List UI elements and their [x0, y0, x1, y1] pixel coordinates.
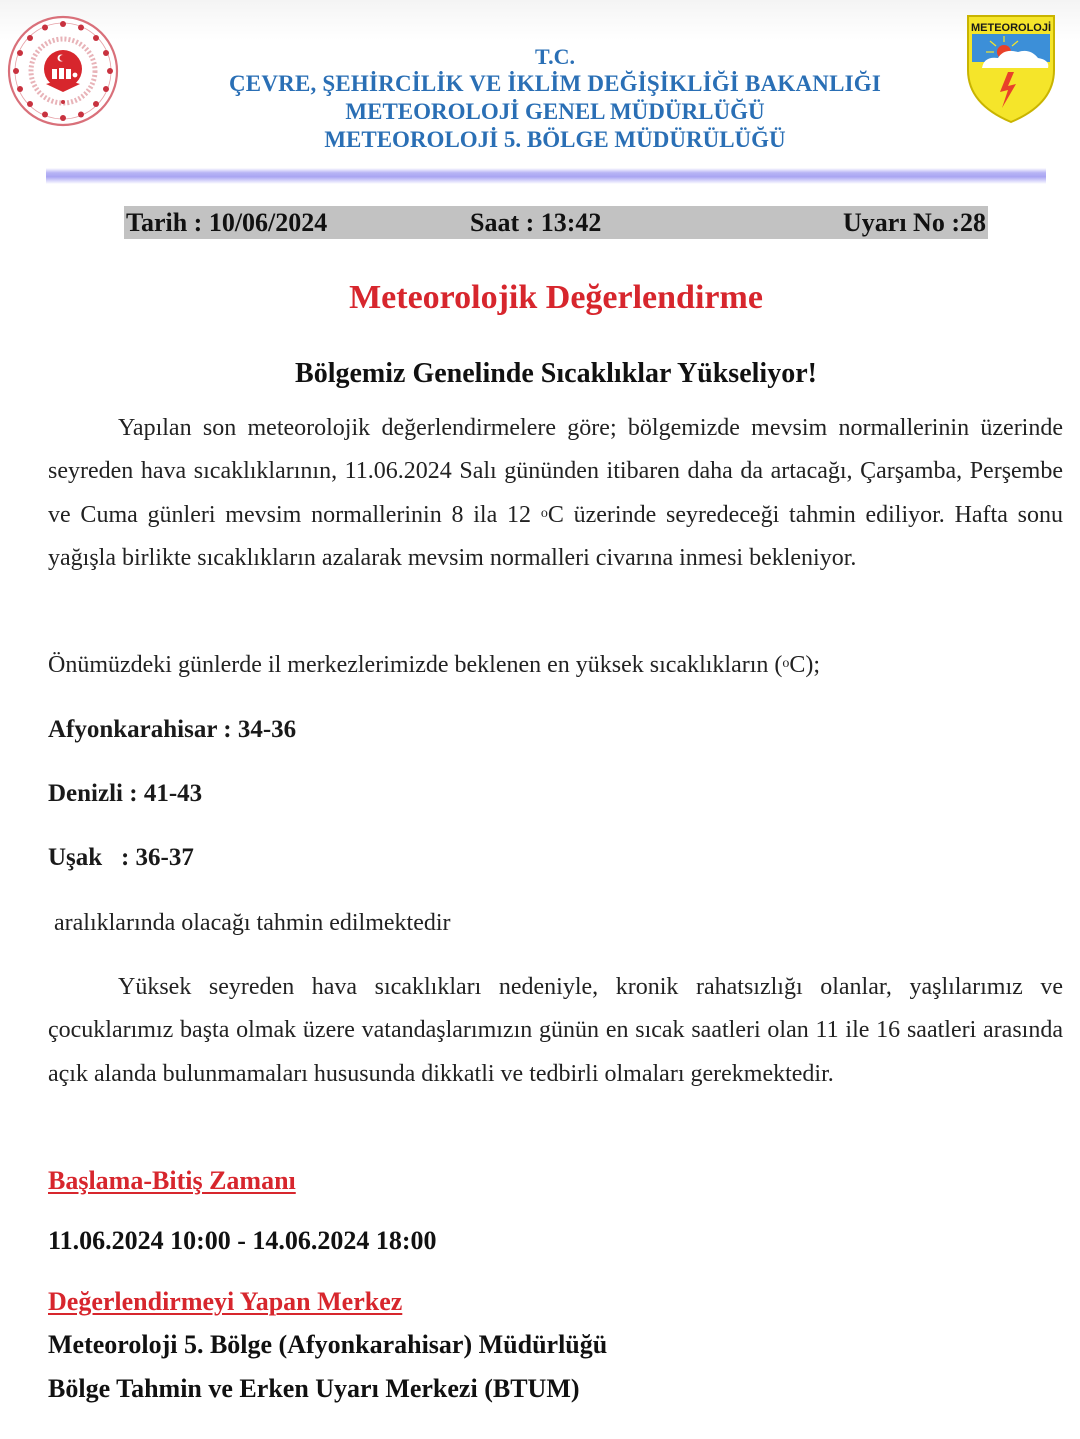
- letterhead-line-region: METEOROLOJİ 5. BÖLGE MÜDÜRÜLÜĞÜ: [324, 127, 786, 152]
- letterhead: [160, 44, 950, 154]
- paragraph-advisory-text: Yüksek seyreden hava sıcaklıkları nedeniyle, kronik rahatsızlığı olanlar, yaşlılarımız ve çocuklarımız başta olmak üzere vatandaşlarımızın günün en sıcak saatleri olan 11 ile 16 saatleri arasında açık alanda bulunmamaları hususunda dikkatli ve tedbirli olmaları gerekmektedir.: [48, 974, 1063, 1087]
- expected-temps-text-end: C);: [789, 652, 821, 678]
- paragraph-assessment: [48, 407, 1063, 580]
- temperature-range: 34-36: [237, 716, 297, 743]
- date-label: Tarih : 10/06/2024: [126, 208, 328, 237]
- letterhead-line-directorate: METEOROLOJİ GENEL MÜDÜRLÜĞÜ: [345, 99, 765, 124]
- city-temperature-row: [48, 842, 194, 874]
- section-heading-period: Başlama-Bitiş Zamanı: [48, 1166, 296, 1195]
- expected-temps-text: Önümüzdeki günlerde il merkezlerimizde beklenen en yüksek sıcaklıkların (: [48, 652, 783, 678]
- city-name: Denizli: [48, 780, 123, 807]
- temperature-range: 36-37: [135, 844, 194, 871]
- paragraph-assessment-text-end: C üzerinde seyredeceği tahmin ediliyor. Hafta sonu yağışla birlikte sıcaklıkların azalarak mevsim normalleri civarına inmesi bekleniyor.: [48, 501, 1063, 571]
- temperature-range: 41-43: [143, 780, 203, 807]
- svg-text:METEOROLOJİ: METEOROLOJİ: [970, 22, 1052, 34]
- warning-number-label: Uyarı No :28: [843, 208, 986, 237]
- letterhead-line-tc: T.C.: [535, 44, 575, 69]
- info-bar: [124, 206, 988, 239]
- paragraph-expected-temps: [48, 644, 1063, 687]
- letterhead-line-ministry: ÇEVRE, ŞEHİRCİLİK VE İKLİM DEĞİŞİKLİĞİ BAKANLIĞI: [228, 71, 882, 96]
- document-subtitle: Bölgemiz Genelinde Sıcaklıklar Yükseliyor!: [295, 358, 817, 389]
- meteoroloji-shield-logo: [964, 12, 1058, 124]
- section-heading-center: Değerlendirmeyi Yapan Merkez: [48, 1287, 403, 1316]
- separator: :: [217, 716, 238, 743]
- paragraph-assessment-text: Yapılan son meteorolojik değerlendirmelere göre; bölgemizde mevsim normallerinin üzerinde seyreden hava sıcaklıklarının, 11.06.2024 Salı gününden itibaren daha da artacağı, Çarşamba, Perşembe ve Cuma günleri mevsim normallerinin 8 ila 12: [48, 415, 1063, 528]
- document-title: Meteorolojik Değerlendirme: [349, 279, 763, 316]
- header-divider: [46, 168, 1046, 184]
- range-note: aralıklarında olacağı tahmin edilmektedir: [54, 910, 451, 936]
- city-temperature-row: [48, 778, 202, 810]
- issuing-center: Bölge Tahmin ve Erken Uyarı Merkezi (BTUM): [48, 1374, 580, 1403]
- separator: :: [102, 844, 136, 871]
- time-label: Saat : 13:42: [470, 208, 602, 237]
- city-name: Afyonkarahisar: [48, 716, 218, 743]
- separator: :: [123, 780, 144, 807]
- degree-symbol: o: [540, 505, 548, 521]
- city-temperature-row: [48, 714, 296, 746]
- degree-symbol: o: [782, 656, 790, 671]
- ministry-seal-logo: [6, 14, 120, 128]
- validity-period: 11.06.2024 10:00 - 14.06.2024 18:00: [48, 1226, 437, 1255]
- paragraph-advisory: [48, 966, 1063, 1096]
- city-name: Uşak: [48, 844, 103, 871]
- issuing-directorate: Meteoroloji 5. Bölge (Afyonkarahisar) Müdürlüğü: [48, 1330, 608, 1359]
